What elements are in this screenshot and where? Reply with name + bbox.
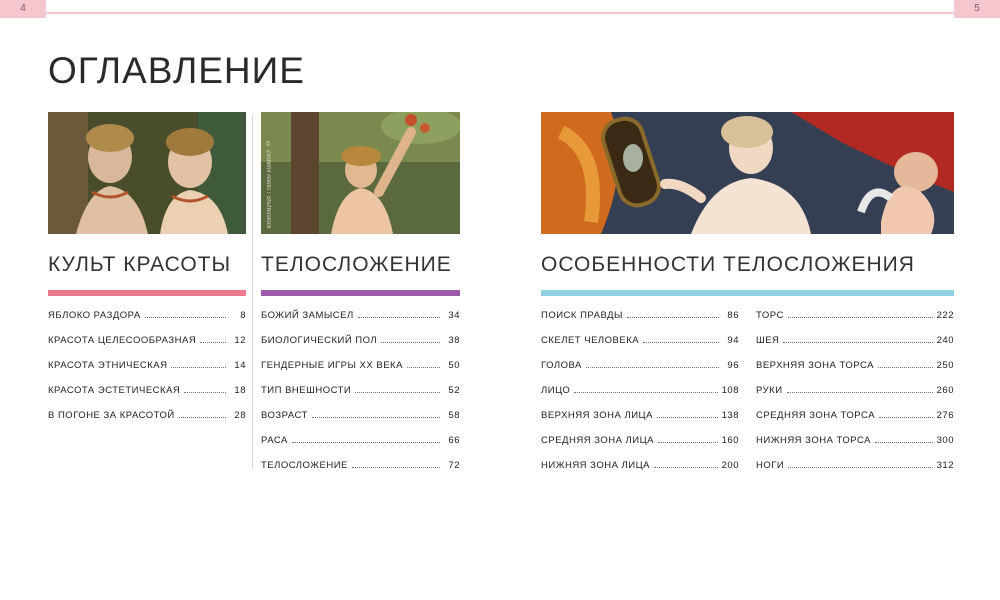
toc-entry-title: ЯБЛОКО РАЗДОРА bbox=[48, 310, 141, 321]
toc-entry[interactable] bbox=[261, 310, 460, 335]
toc-entry-title: ТОРС bbox=[756, 310, 784, 321]
toc-entry-title: БИОЛОГИЧЕСКИЙ ПОЛ bbox=[261, 335, 378, 346]
toc-entry-page: 260 bbox=[936, 385, 954, 396]
toc-leader-dots bbox=[352, 460, 440, 468]
toc-entry-title: НОГИ bbox=[756, 460, 785, 471]
toc-entry[interactable] bbox=[756, 310, 954, 335]
toc-entry[interactable] bbox=[541, 360, 739, 385]
toc-leader-dots bbox=[355, 385, 440, 393]
toc-entry-title: В ПОГОНЕ ЗА КРАСОТОЙ bbox=[48, 410, 175, 421]
toc-leader-dots bbox=[184, 385, 226, 393]
toc-entry-title: ВЕРХНЯЯ ЗОНА ТОРСА bbox=[756, 360, 874, 371]
toc-entry-title: КРАСОТА ЭСТЕТИЧЕСКАЯ bbox=[48, 385, 181, 396]
toc-entry-title: ГОЛОВА bbox=[541, 360, 582, 371]
toc-leader-dots bbox=[783, 335, 932, 343]
section-image-features bbox=[541, 112, 954, 234]
toc-entry-title: РАСА bbox=[261, 435, 288, 446]
toc-entry-page: 276 bbox=[936, 410, 954, 421]
toc-entry-page: 240 bbox=[936, 335, 954, 346]
toc-entry-page: 138 bbox=[721, 410, 739, 421]
toc-entry-page: 18 bbox=[234, 385, 246, 396]
toc-leader-dots bbox=[879, 410, 933, 418]
toc-leader-dots bbox=[654, 460, 718, 468]
toc-entry[interactable] bbox=[48, 335, 246, 360]
toc-leader-dots bbox=[586, 360, 719, 368]
toc-entry[interactable] bbox=[261, 360, 460, 385]
toc-entry-title: ТЕЛОСЛОЖЕНИЕ bbox=[261, 460, 348, 471]
toc-entry-title: РУКИ bbox=[756, 385, 783, 396]
toc-entry[interactable] bbox=[541, 460, 739, 485]
toc-entry-page: 72 bbox=[448, 460, 460, 471]
toc-entry-page: 86 bbox=[727, 310, 739, 321]
toc-leader-dots bbox=[381, 335, 440, 343]
toc-entry-page: 38 bbox=[448, 335, 460, 346]
toc-entry-title: ЛИЦО bbox=[541, 385, 571, 396]
toc-entry-title: КРАСОТА ЦЕЛЕСООБРАЗНАЯ bbox=[48, 335, 197, 346]
toc-entry-page: 50 bbox=[448, 360, 460, 371]
toc-leader-dots bbox=[878, 360, 933, 368]
toc-entry[interactable] bbox=[756, 360, 954, 385]
toc-entry-page: 312 bbox=[936, 460, 954, 471]
toc-entry-title: ГЕНДЕРНЫЕ ИГРЫ XX ВЕКА bbox=[261, 360, 403, 371]
toc-entry[interactable] bbox=[756, 410, 954, 435]
toc-leader-dots bbox=[788, 460, 932, 468]
section-image-physique bbox=[261, 112, 460, 234]
section-physique-features bbox=[541, 112, 954, 485]
toc-entry-page: 14 bbox=[234, 360, 246, 371]
toc-entry-page: 94 bbox=[727, 335, 739, 346]
toc-leader-dots bbox=[658, 435, 718, 443]
section-color-bar bbox=[261, 290, 460, 296]
section-beauty-cult bbox=[48, 112, 246, 435]
toc-entry-page: 58 bbox=[448, 410, 460, 421]
page-number-right: 5 bbox=[954, 0, 1000, 18]
toc-entry[interactable] bbox=[48, 360, 246, 385]
toc-entry-title: СРЕДНЯЯ ЗОНА ТОРСА bbox=[756, 410, 876, 421]
section-physique bbox=[261, 112, 460, 485]
toc-entry[interactable] bbox=[756, 385, 954, 410]
toc-list bbox=[48, 310, 246, 435]
toc-entry-page: 34 bbox=[448, 310, 460, 321]
toc-entry[interactable] bbox=[261, 435, 460, 460]
toc-leader-dots bbox=[407, 360, 440, 368]
section-image-beauty bbox=[48, 112, 246, 234]
section-color-bar bbox=[48, 290, 246, 296]
toc-entry[interactable] bbox=[48, 410, 246, 435]
toc-leader-dots bbox=[574, 385, 717, 393]
image-credit: © Zvonimir Atletic / Shutterstock bbox=[265, 142, 271, 229]
toc-entry[interactable] bbox=[261, 335, 460, 360]
top-rule bbox=[18, 12, 954, 14]
toc-leader-dots bbox=[875, 435, 933, 443]
toc-leader-dots bbox=[145, 310, 226, 318]
toc-leader-dots bbox=[312, 410, 440, 418]
toc-entry-title: КРАСОТА ЭТНИЧЕСКАЯ bbox=[48, 360, 168, 371]
toc-list bbox=[756, 310, 954, 485]
toc-entry-page: 160 bbox=[721, 435, 739, 446]
toc-entry-title: СКЕЛЕТ ЧЕЛОВЕКА bbox=[541, 335, 640, 346]
toc-leader-dots bbox=[788, 310, 933, 318]
toc-entry-title: ВОЗРАСТ bbox=[261, 410, 308, 421]
toc-entry-title: ВЕРХНЯЯ ЗОНА ЛИЦА bbox=[541, 410, 653, 421]
toc-leader-dots bbox=[787, 385, 933, 393]
toc-entry-page: 300 bbox=[936, 435, 954, 446]
toc-leader-dots bbox=[627, 310, 719, 318]
toc-entry-title: ПОИСК ПРАВДЫ bbox=[541, 310, 623, 321]
toc-entry-title: БОЖИЙ ЗАМЫСЕЛ bbox=[261, 310, 354, 321]
toc-entry[interactable] bbox=[48, 385, 246, 410]
toc-entry[interactable] bbox=[756, 335, 954, 360]
toc-entry-page: 66 bbox=[448, 435, 460, 446]
toc-entry-page: 8 bbox=[240, 310, 246, 321]
toc-entry[interactable] bbox=[261, 460, 460, 485]
toc-entry[interactable] bbox=[48, 310, 246, 335]
toc-entry-title: СРЕДНЯЯ ЗОНА ЛИЦА bbox=[541, 435, 654, 446]
toc-entry[interactable] bbox=[541, 435, 739, 460]
page-title: ОГЛАВЛЕНИЕ bbox=[48, 50, 305, 91]
page-number-left: 4 bbox=[0, 0, 46, 18]
toc-entry-page: 96 bbox=[727, 360, 739, 371]
toc-entry-page: 28 bbox=[234, 410, 246, 421]
toc-two-columns bbox=[541, 296, 954, 485]
toc-entry-page: 52 bbox=[448, 385, 460, 396]
toc-entry-page: 200 bbox=[721, 460, 739, 471]
toc-entry[interactable] bbox=[261, 410, 460, 435]
toc-leader-dots bbox=[171, 360, 226, 368]
toc-list bbox=[541, 310, 739, 485]
toc-entry-page: 108 bbox=[721, 385, 739, 396]
toc-leader-dots bbox=[643, 335, 719, 343]
toc-leader-dots bbox=[292, 435, 440, 443]
toc-leader-dots bbox=[657, 410, 718, 418]
toc-entry-page: 222 bbox=[936, 310, 954, 321]
toc-list bbox=[261, 310, 460, 485]
toc-entry[interactable] bbox=[541, 385, 739, 410]
toc-leader-dots bbox=[179, 410, 226, 418]
toc-entry-page: 12 bbox=[234, 335, 246, 346]
toc-entry[interactable] bbox=[756, 435, 954, 460]
toc-entry-title: НИЖНЯЯ ЗОНА ТОРСА bbox=[756, 435, 872, 446]
toc-entry[interactable] bbox=[541, 310, 739, 335]
toc-entry[interactable] bbox=[756, 460, 954, 485]
toc-entry-title: ТИП ВНЕШНОСТИ bbox=[261, 385, 352, 396]
toc-leader-dots bbox=[358, 310, 440, 318]
toc-entry-title: НИЖНЯЯ ЗОНА ЛИЦА bbox=[541, 460, 650, 471]
toc-entry-page: 250 bbox=[936, 360, 954, 371]
toc-entry[interactable] bbox=[261, 385, 460, 410]
section-heading: КУЛЬТ КРАСОТЫ bbox=[48, 253, 232, 276]
toc-entry-title: ШЕЯ bbox=[756, 335, 780, 346]
column-divider bbox=[252, 114, 253, 469]
toc-entry[interactable] bbox=[541, 410, 739, 435]
section-heading: ТЕЛОСЛОЖЕНИЕ bbox=[261, 253, 452, 276]
toc-leader-dots bbox=[200, 335, 226, 343]
toc-entry[interactable] bbox=[541, 335, 739, 360]
section-heading: ОСОБЕННОСТИ ТЕЛОСЛОЖЕНИЯ bbox=[541, 253, 915, 276]
